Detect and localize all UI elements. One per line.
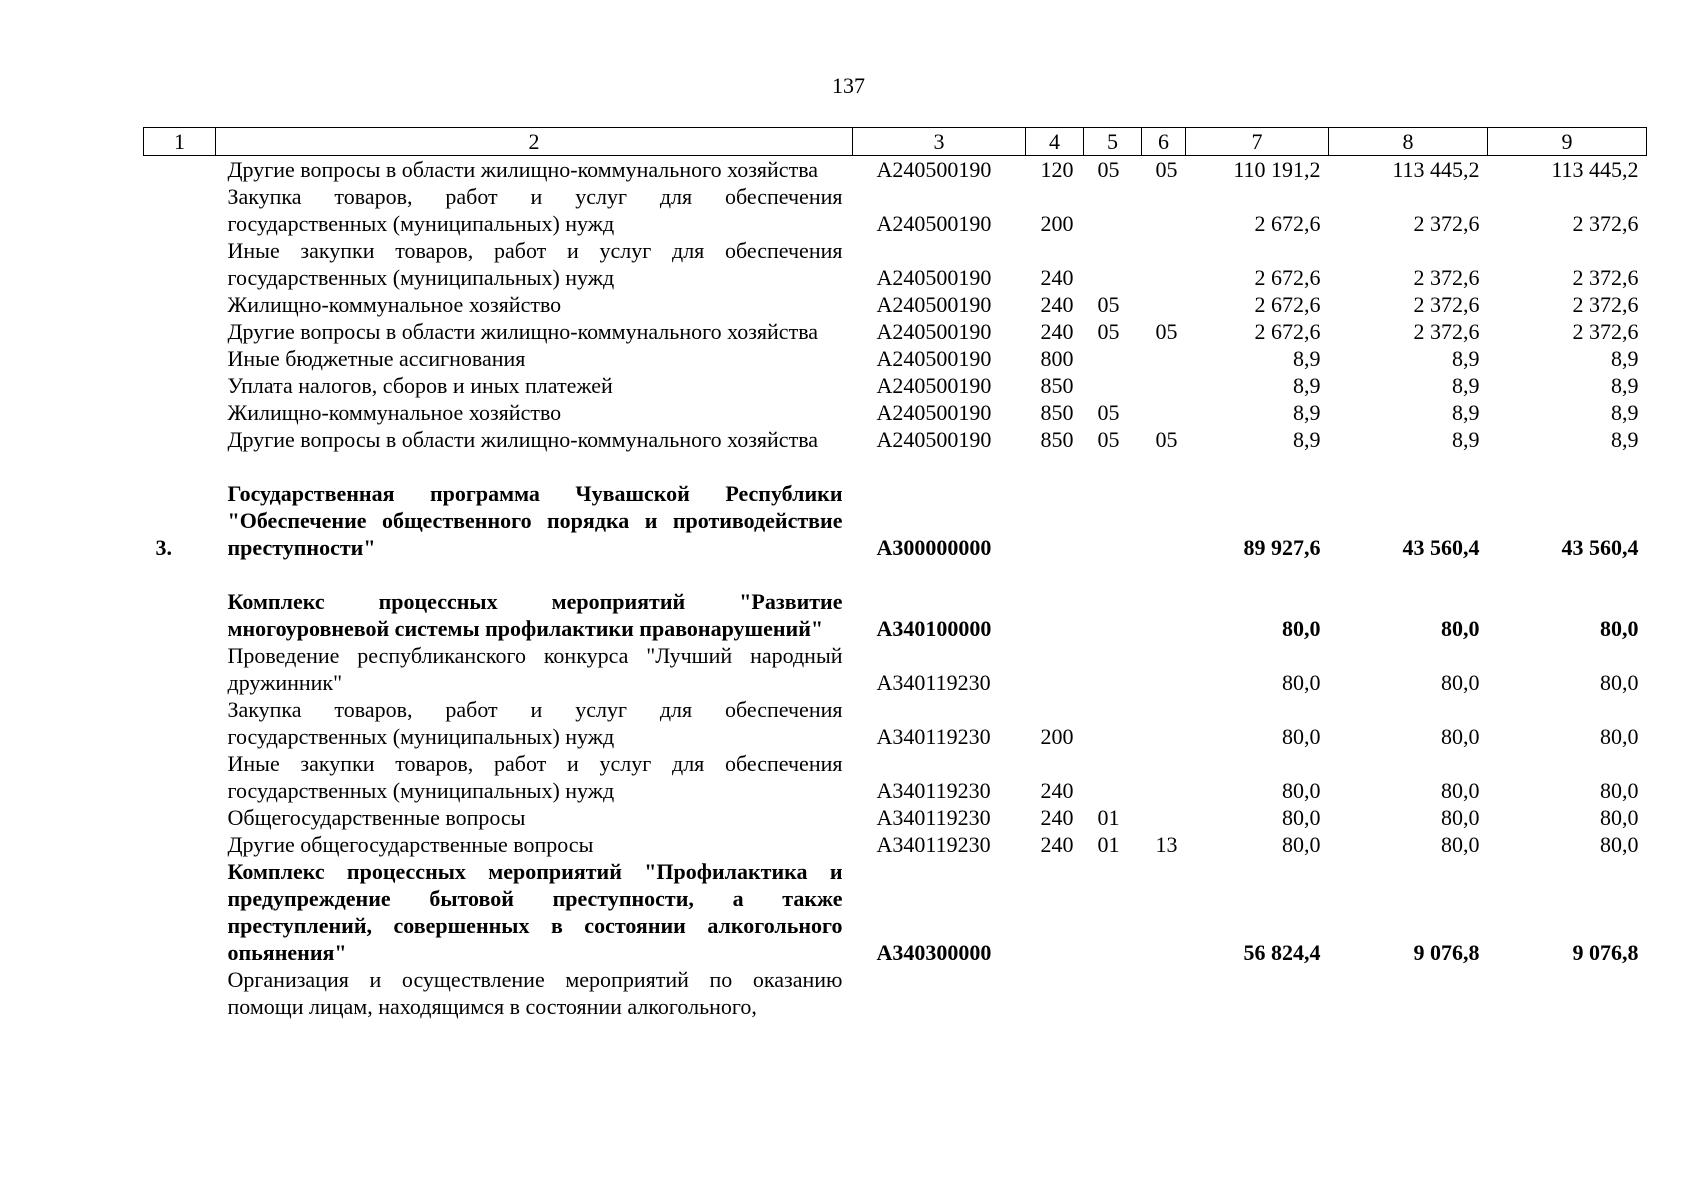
row-subsection bbox=[1142, 966, 1186, 1020]
row-number bbox=[144, 345, 216, 372]
row-amount-col8: 8,9 bbox=[1452, 346, 1480, 371]
row-amount-col9: 2 372,6 bbox=[1572, 292, 1639, 317]
table-row bbox=[144, 237, 1647, 291]
row-number: 3. bbox=[155, 535, 172, 560]
row-amount-col9: 2 372,6 bbox=[1572, 265, 1639, 290]
header-cell: 8 bbox=[1329, 128, 1488, 156]
row-expense-type: 240 bbox=[1040, 292, 1074, 317]
row-target-code: А340119230 bbox=[876, 832, 991, 857]
row-amount-col7: 56 824,4 bbox=[1243, 940, 1321, 965]
row-amount-col8: 80,0 bbox=[1441, 778, 1480, 803]
row-amount-col9: 80,0 bbox=[1600, 724, 1639, 749]
budget-table bbox=[143, 127, 1647, 1020]
row-number bbox=[144, 804, 216, 831]
row-name: Жилищно-коммунальное хозяйство bbox=[227, 400, 562, 425]
row-number bbox=[144, 426, 216, 453]
row-amount-col7: 2 672,6 bbox=[1254, 211, 1321, 236]
row-amount-col7: 80,0 bbox=[1282, 832, 1321, 857]
row-expense-type: 800 bbox=[1040, 346, 1074, 371]
row-section bbox=[1084, 966, 1142, 1020]
row-expense-type: 200 bbox=[1040, 211, 1074, 236]
row-amount-col7: 8,9 bbox=[1293, 346, 1321, 371]
row-number bbox=[144, 831, 216, 858]
row-number bbox=[144, 750, 216, 804]
row-amount-col8: 9 076,8 bbox=[1413, 940, 1480, 965]
row-subsection bbox=[1142, 750, 1186, 804]
row-expense-type: 850 bbox=[1040, 400, 1074, 425]
row-number bbox=[144, 237, 216, 291]
table-row bbox=[144, 426, 1647, 453]
table-header-row bbox=[144, 128, 1647, 156]
row-target-code: А340119230 bbox=[876, 778, 991, 803]
table-row bbox=[144, 453, 1647, 561]
row-amount-col8: 8,9 bbox=[1452, 400, 1480, 425]
row-target-code: А340119230 bbox=[876, 670, 991, 695]
row-number bbox=[144, 561, 216, 642]
row-number bbox=[144, 642, 216, 696]
header-cell: 3 bbox=[853, 128, 1026, 156]
header-cell: 4 bbox=[1026, 128, 1084, 156]
row-section: 05 bbox=[1097, 157, 1120, 182]
row-amount-col7: 80,0 bbox=[1282, 805, 1321, 830]
row-expense-type bbox=[1026, 858, 1084, 966]
header-cell: 5 bbox=[1084, 128, 1142, 156]
row-amount-col9: 9 076,8 bbox=[1572, 940, 1639, 965]
row-amount-col7: 2 672,6 bbox=[1254, 292, 1321, 317]
row-expense-type: 240 bbox=[1040, 319, 1074, 344]
row-name: Другие вопросы в области жилищно-коммунального хозяйства bbox=[227, 427, 819, 452]
row-amount-col9: 2 372,6 bbox=[1572, 211, 1639, 236]
row-subsection bbox=[1142, 291, 1186, 318]
row-amount-col8: 80,0 bbox=[1441, 670, 1480, 695]
row-amount-col8: 43 560,4 bbox=[1402, 535, 1480, 560]
row-amount-col9: 2 372,6 bbox=[1572, 319, 1639, 344]
row-amount-col8: 8,9 bbox=[1452, 427, 1480, 452]
header-cell: 7 bbox=[1186, 128, 1329, 156]
table-row bbox=[144, 561, 1647, 642]
table-row bbox=[144, 291, 1647, 318]
row-amount-col8: 2 372,6 bbox=[1413, 265, 1480, 290]
row-section bbox=[1084, 642, 1142, 696]
row-amount-col7: 8,9 bbox=[1293, 400, 1321, 425]
row-target-code: А300000000 bbox=[876, 535, 992, 560]
row-subsection bbox=[1142, 183, 1186, 237]
row-target-code: А340119230 bbox=[876, 724, 991, 749]
row-name: Организация и осуществление мероприятий по оказанию помощи лицам, находящимся в состоянии алкогольного, bbox=[227, 967, 843, 1019]
row-section: 05 bbox=[1097, 319, 1120, 344]
row-target-code: А340100000 bbox=[876, 616, 992, 641]
row-section bbox=[1084, 696, 1142, 750]
header-cell: 6 bbox=[1142, 128, 1186, 156]
row-amount-col8: 2 372,6 bbox=[1413, 319, 1480, 344]
row-target-code: А240500190 bbox=[876, 265, 992, 290]
row-expense-type: 850 bbox=[1040, 373, 1074, 398]
row-target-code: А240500190 bbox=[876, 400, 992, 425]
row-section: 05 bbox=[1097, 292, 1120, 317]
row-amount-col8: 80,0 bbox=[1441, 805, 1480, 830]
row-subsection bbox=[1142, 237, 1186, 291]
table-row bbox=[144, 642, 1647, 696]
table-row bbox=[144, 372, 1647, 399]
row-name: Жилищно-коммунальное хозяйство bbox=[227, 292, 562, 317]
row-amount-col7: 80,0 bbox=[1282, 616, 1321, 641]
row-target-code: А240500190 bbox=[876, 292, 992, 317]
row-target-code: А240500190 bbox=[876, 373, 992, 398]
row-amount-col8: 80,0 bbox=[1441, 616, 1480, 641]
row-amount-col9: 80,0 bbox=[1600, 670, 1639, 695]
row-expense-type: 120 bbox=[1040, 157, 1074, 182]
row-name: Закупка товаров, работ и услуг для обеспечения государственных (муниципальных) нужд bbox=[227, 184, 843, 236]
row-name: Комплекс процессных мероприятий "Развитие многоуровневой системы профилактики правонарушений" bbox=[227, 589, 843, 641]
row-amount-col8: 80,0 bbox=[1441, 832, 1480, 857]
row-section bbox=[1084, 858, 1142, 966]
row-expense-type: 240 bbox=[1040, 265, 1074, 290]
row-amount-col9: 80,0 bbox=[1600, 805, 1639, 830]
row-name: Другие общегосударственные вопросы bbox=[227, 832, 594, 857]
table-row bbox=[144, 858, 1647, 966]
row-number bbox=[144, 183, 216, 237]
table-row bbox=[144, 831, 1647, 858]
row-name: Другие вопросы в области жилищно-коммунального хозяйства bbox=[227, 157, 819, 182]
row-target-code bbox=[853, 966, 1026, 1020]
row-number bbox=[144, 858, 216, 966]
row-expense-type: 240 bbox=[1040, 832, 1074, 857]
row-target-code: А240500190 bbox=[876, 211, 992, 236]
row-number bbox=[144, 318, 216, 345]
row-subsection: 05 bbox=[1155, 319, 1178, 344]
row-expense-type bbox=[1026, 561, 1084, 642]
table-row bbox=[144, 345, 1647, 372]
row-amount-col8: 113 445,2 bbox=[1392, 157, 1480, 182]
row-amount-col8: 80,0 bbox=[1441, 724, 1480, 749]
row-section bbox=[1084, 237, 1142, 291]
row-section bbox=[1084, 750, 1142, 804]
table-row bbox=[144, 696, 1647, 750]
row-subsection bbox=[1142, 696, 1186, 750]
row-amount-col8: 2 372,6 bbox=[1413, 211, 1480, 236]
row-amount-col7: 2 672,6 bbox=[1254, 319, 1321, 344]
row-amount-col7: 110 191,2 bbox=[1233, 157, 1321, 182]
row-number bbox=[144, 399, 216, 426]
row-amount-col7 bbox=[1186, 966, 1329, 1020]
row-expense-type: 240 bbox=[1040, 805, 1074, 830]
row-amount-col8 bbox=[1329, 966, 1488, 1020]
row-expense-type: 200 bbox=[1040, 724, 1074, 749]
row-amount-col9: 113 445,2 bbox=[1551, 157, 1639, 182]
row-amount-col8: 8,9 bbox=[1452, 373, 1480, 398]
table-row bbox=[144, 966, 1647, 1020]
table-row bbox=[144, 804, 1647, 831]
table-row bbox=[144, 318, 1647, 345]
row-amount-col9: 80,0 bbox=[1600, 832, 1639, 857]
row-subsection bbox=[1142, 561, 1186, 642]
row-section: 01 bbox=[1097, 832, 1120, 857]
row-expense-type bbox=[1026, 453, 1084, 561]
row-section: 05 bbox=[1097, 400, 1120, 425]
row-amount-col9: 80,0 bbox=[1600, 616, 1639, 641]
row-section bbox=[1084, 372, 1142, 399]
row-amount-col9 bbox=[1488, 966, 1647, 1020]
header-cell: 1 bbox=[144, 128, 216, 156]
row-expense-type: 240 bbox=[1040, 778, 1074, 803]
row-target-code: А240500190 bbox=[876, 346, 992, 371]
row-amount-col7: 8,9 bbox=[1293, 427, 1321, 452]
row-amount-col7: 80,0 bbox=[1282, 778, 1321, 803]
row-expense-type bbox=[1026, 642, 1084, 696]
row-subsection bbox=[1142, 399, 1186, 426]
row-amount-col9: 8,9 bbox=[1611, 400, 1639, 425]
row-section bbox=[1084, 345, 1142, 372]
row-expense-type bbox=[1026, 966, 1084, 1020]
row-number bbox=[144, 156, 216, 184]
row-name: Закупка товаров, работ и услуг для обеспечения государственных (муниципальных) нужд bbox=[227, 697, 843, 749]
header-cell: 2 bbox=[216, 128, 853, 156]
table-row bbox=[144, 750, 1647, 804]
row-expense-type: 850 bbox=[1040, 427, 1074, 452]
row-target-code: А240500190 bbox=[876, 157, 992, 182]
row-section: 01 bbox=[1097, 805, 1120, 830]
row-amount-col9: 8,9 bbox=[1611, 373, 1639, 398]
row-name: Иные закупки товаров, работ и услуг для обеспечения государственных (муниципальных) нужд bbox=[227, 751, 843, 803]
header-cell: 9 bbox=[1488, 128, 1647, 156]
row-name: Уплата налогов, сборов и иных платежей bbox=[227, 373, 613, 398]
row-subsection bbox=[1142, 345, 1186, 372]
row-amount-col9: 80,0 bbox=[1600, 778, 1639, 803]
row-amount-col7: 2 672,6 bbox=[1254, 265, 1321, 290]
row-subsection bbox=[1142, 453, 1186, 561]
table-row bbox=[144, 183, 1647, 237]
row-subsection bbox=[1142, 642, 1186, 696]
table-row bbox=[144, 399, 1647, 426]
row-name: Другие вопросы в области жилищно-коммунального хозяйства bbox=[227, 319, 819, 344]
row-amount-col8: 2 372,6 bbox=[1413, 292, 1480, 317]
row-name: Государственная программа Чувашской Республики "Обеспечение общественного порядка и противодействие преступности" bbox=[227, 481, 843, 560]
row-amount-col9: 43 560,4 bbox=[1561, 535, 1639, 560]
row-section: 05 bbox=[1097, 427, 1120, 452]
row-amount-col7: 8,9 bbox=[1293, 373, 1321, 398]
row-subsection: 05 bbox=[1155, 157, 1178, 182]
row-subsection: 05 bbox=[1155, 427, 1178, 452]
row-section bbox=[1084, 183, 1142, 237]
row-amount-col7: 89 927,6 bbox=[1243, 535, 1321, 560]
row-amount-col7: 80,0 bbox=[1282, 670, 1321, 695]
row-target-code: А240500190 bbox=[876, 427, 992, 452]
row-subsection bbox=[1142, 372, 1186, 399]
row-amount-col9: 8,9 bbox=[1611, 427, 1639, 452]
row-name: Проведение республиканского конкурса "Лучший народный дружинник" bbox=[227, 643, 843, 695]
row-number bbox=[144, 696, 216, 750]
row-number bbox=[144, 372, 216, 399]
row-name: Комплекс процессных мероприятий "Профилактика и предупреждение бытовой преступности, а также преступлений, совершенных в состоянии алкогольного опьянения" bbox=[227, 859, 843, 965]
row-target-code: А340300000 bbox=[876, 940, 992, 965]
row-name: Общегосударственные вопросы bbox=[227, 805, 526, 830]
table-row bbox=[144, 156, 1647, 184]
row-subsection bbox=[1142, 858, 1186, 966]
row-name: Иные бюджетные ассигнования bbox=[227, 346, 526, 371]
page-number: 137 bbox=[832, 73, 865, 98]
row-name: Иные закупки товаров, работ и услуг для обеспечения государственных (муниципальных) нужд bbox=[227, 238, 843, 290]
row-section bbox=[1084, 453, 1142, 561]
row-target-code: А240500190 bbox=[876, 319, 992, 344]
row-number bbox=[144, 291, 216, 318]
table-body bbox=[144, 128, 1647, 1021]
row-number bbox=[144, 966, 216, 1020]
row-target-code: А340119230 bbox=[876, 805, 991, 830]
row-subsection: 13 bbox=[1155, 832, 1178, 857]
row-amount-col7: 80,0 bbox=[1282, 724, 1321, 749]
row-amount-col9: 8,9 bbox=[1611, 346, 1639, 371]
row-subsection bbox=[1142, 804, 1186, 831]
row-section bbox=[1084, 561, 1142, 642]
